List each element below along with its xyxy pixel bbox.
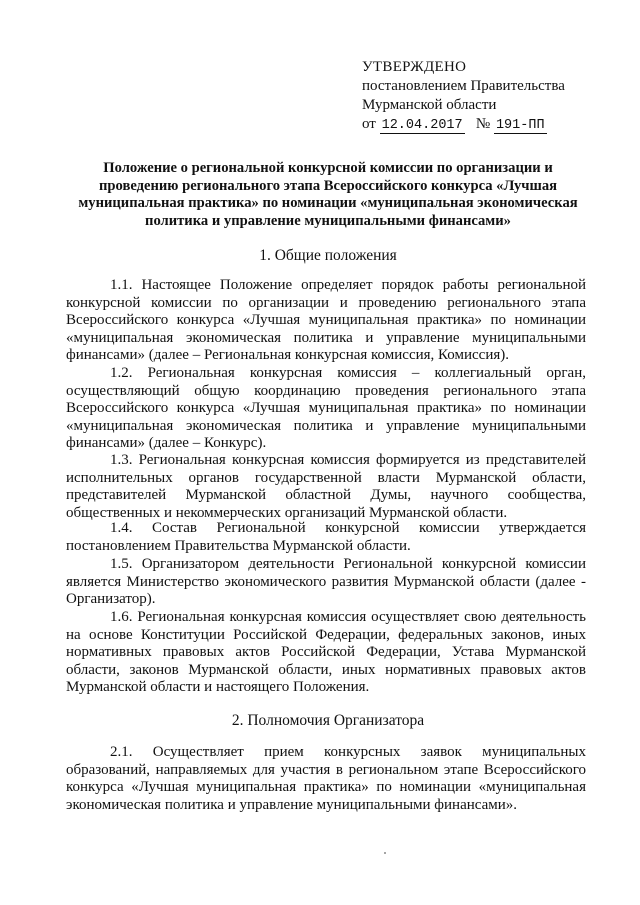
approval-heading: УТВЕРЖДЕНО bbox=[362, 59, 467, 75]
approval-date-line bbox=[362, 115, 622, 135]
approval-number: 191-ПП bbox=[495, 118, 545, 133]
paragraph-1-2: 1.2. Региональная конкурсная комиссия – коллегиальный орган, осуществляющий общую координацию проведения регионального этапа Всероссийского конкурса «Лучшая муниципальная практика» по номинации «муниципальная экономическая политика и управление муниципальными финансами» (далее – Конкурс). bbox=[66, 365, 586, 451]
paragraph-1-3: 1.3. Региональная конкурсная комиссия формируется из представителей исполнительных органов государственной власти Мурманской области, представителей Мурманской областной Думы, научного сообщества, общественных и некоммерческих организаций Мурманской области. bbox=[66, 452, 586, 521]
approval-line-1: постановлением Правительства bbox=[362, 78, 565, 94]
scan-speck bbox=[384, 852, 386, 854]
document-title: Положение о региональной конкурсной комиссии по организации и проведению регионального этапа Всероссийского конкурса «Лучшая муниципальная практика» по номинации «муниципальная экономическая политика и управление муниципальными финансами» bbox=[78, 160, 578, 229]
approval-line-2: Мурманской области bbox=[362, 97, 497, 113]
section-heading-organizer: 2. Полномочия Организатора bbox=[231, 712, 425, 729]
paragraph-1-6: 1.6. Региональная конкурсная комиссия осуществляет свою деятельность на основе Конституции Российской Федерации, федеральных законов, иных нормативных правовых актов Российской Федерации, Устава Мурманской области, законов Мурманской области, иных нормативных правовых актов Мурманской области и настоящего Положения. bbox=[66, 609, 586, 695]
number-prefix: № bbox=[475, 116, 491, 132]
section-heading-general: 1. Общие положения bbox=[259, 247, 397, 264]
date-prefix: от bbox=[362, 116, 376, 132]
approval-stamp bbox=[362, 58, 622, 135]
paragraph-2-1: 2.1. Осуществляет прием конкурсных заявок муниципальных образований, направляемых для участия в региональном этапе Всероссийского конкурса «Лучшая муниципальная практика» по номинации «муниципальная экономическая политика и управление муниципальными финансами». bbox=[66, 744, 586, 813]
paragraph-1-5: 1.5. Организатором деятельности Региональной конкурсной комиссии является Министерство экономического развития Мурманской области (далее - Организатор). bbox=[66, 556, 586, 607]
approval-date: 12.04.2017 bbox=[381, 118, 463, 133]
paragraph-1-1: 1.1. Настоящее Положение определяет порядок работы региональной конкурсной комиссии по организации и проведению регионального этапа Всероссийского конкурса «Лучшая муниципальная практика» по номинации «муниципальная экономическая политика и управление муниципальными финансами» (далее – Региональная конкурсная комиссия, Комиссия). bbox=[66, 277, 586, 363]
paragraph-1-4: 1.4. Состав Региональной конкурсной комиссии утверждается постановлением Правительства Мурманской области. bbox=[66, 520, 586, 554]
